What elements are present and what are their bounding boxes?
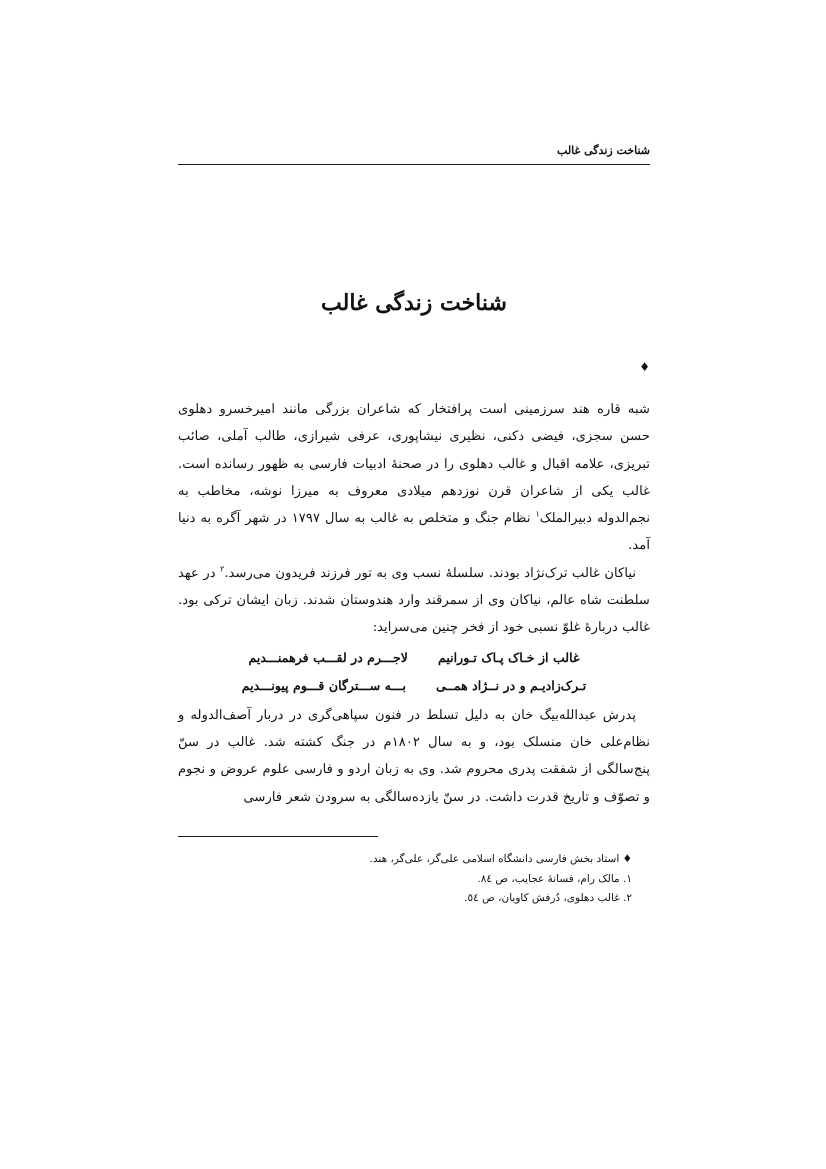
footnote-ref-2: ۲ [220,564,225,574]
footnote-1: ۱. مالک رام، فسانهٔ عجایب، ص ۸٤. [477,872,632,885]
poem-hemistich-first: غالب از خـاک پـاک تـورانیم [437,649,580,665]
poem-verse [178,672,650,700]
poem-hemistich-second: بـــه ســـترگان قـــوم پیونـــدیم [241,677,406,693]
poem-verse [178,644,650,672]
header-rule [178,164,650,165]
footnote-rule [178,836,378,837]
paragraph-3: پدرش عبدالله‌بیگ خان به دلیل تسلط در فنون سپاهی‌گری در دربار آصف‌الدوله و نظام‌علی خان منسلک بود، و به سال ۱۸۰۲م در جنگ کشته شد. غالب در سنّ پنج‌سالگی از شفقت پدری محروم شد. وی به زبان اردو و فارسی علوم عروض و نجوم و تصوّف و تاریخ قدرت داشت. در سنّ یازده‌سالگی به سرودن شعر فارسی [178,707,650,805]
author-footnote-marker: ♦ [639,360,650,374]
paragraph-1 [178,396,650,560]
paragraph-1-text: شبه قاره هند سرزمینی است پرافتخار که شاعران بزرگی مانند امیرخسرو دهلوی حسن سجزی، فیضی دکنی، نظیری نیشاپوری، عرفی شیرازی، طالب آملی، صائب تبریزی، علامه اقبال و غالب دهلوی را در صحنهٔ ادبیات فارسی به ظهور رسانده است. غالب یکی از شاعران قرن نوزدهم میلادی معروف به میرزا نوشه، مخاطب به نجم‌الدوله دبیرالملک [178,402,650,527]
paragraph-2-text: نیاکان غالب ترک‌نژاد بودند. سلسلهٔ نسب وی به تور فرزند فریدون می‌رسد. [224,565,636,581]
footnote-author: ♦ استاد بخش فارسی دانشگاه اسلامی علی‌گر، علی‌گر، هند. [369,853,632,865]
footnote-ref-1: ۱ [535,509,540,519]
paragraph-1-text-cont: نظام جنگ و متخلص به غالب به سال ۱۷۹۷ در شهر آگره به دنیا آمد. [178,511,650,554]
body-text [178,396,650,811]
chapter-title: شناخت زندگی غالب [321,290,507,316]
running-head: شناخت زندگی غالب [557,144,650,157]
footnotes [178,850,650,909]
poem-hemistich-first: تـرک‌زادیـم و در نــژاد همــی [436,677,587,693]
paragraph-2-text-cont: در عهد سلطنت شاه عالم، نیاکان وی از سمرقند وارد هندوستان شدند. زبان ایشان ترکی بود. غالب دربارهٔ غلوّ نسبی خود از فخر چنین می‌سراید: [178,565,650,636]
paragraph-2 [178,560,650,642]
document-page [178,0,650,1169]
poem [178,644,650,700]
footnote-2: ۲. غالب دهلوی، دُرفش کاویان، ص ٥٤. [464,892,632,904]
poem-hemistich-second: لاجـــرم در لقـــب فرهمنـــدیم [248,649,408,665]
